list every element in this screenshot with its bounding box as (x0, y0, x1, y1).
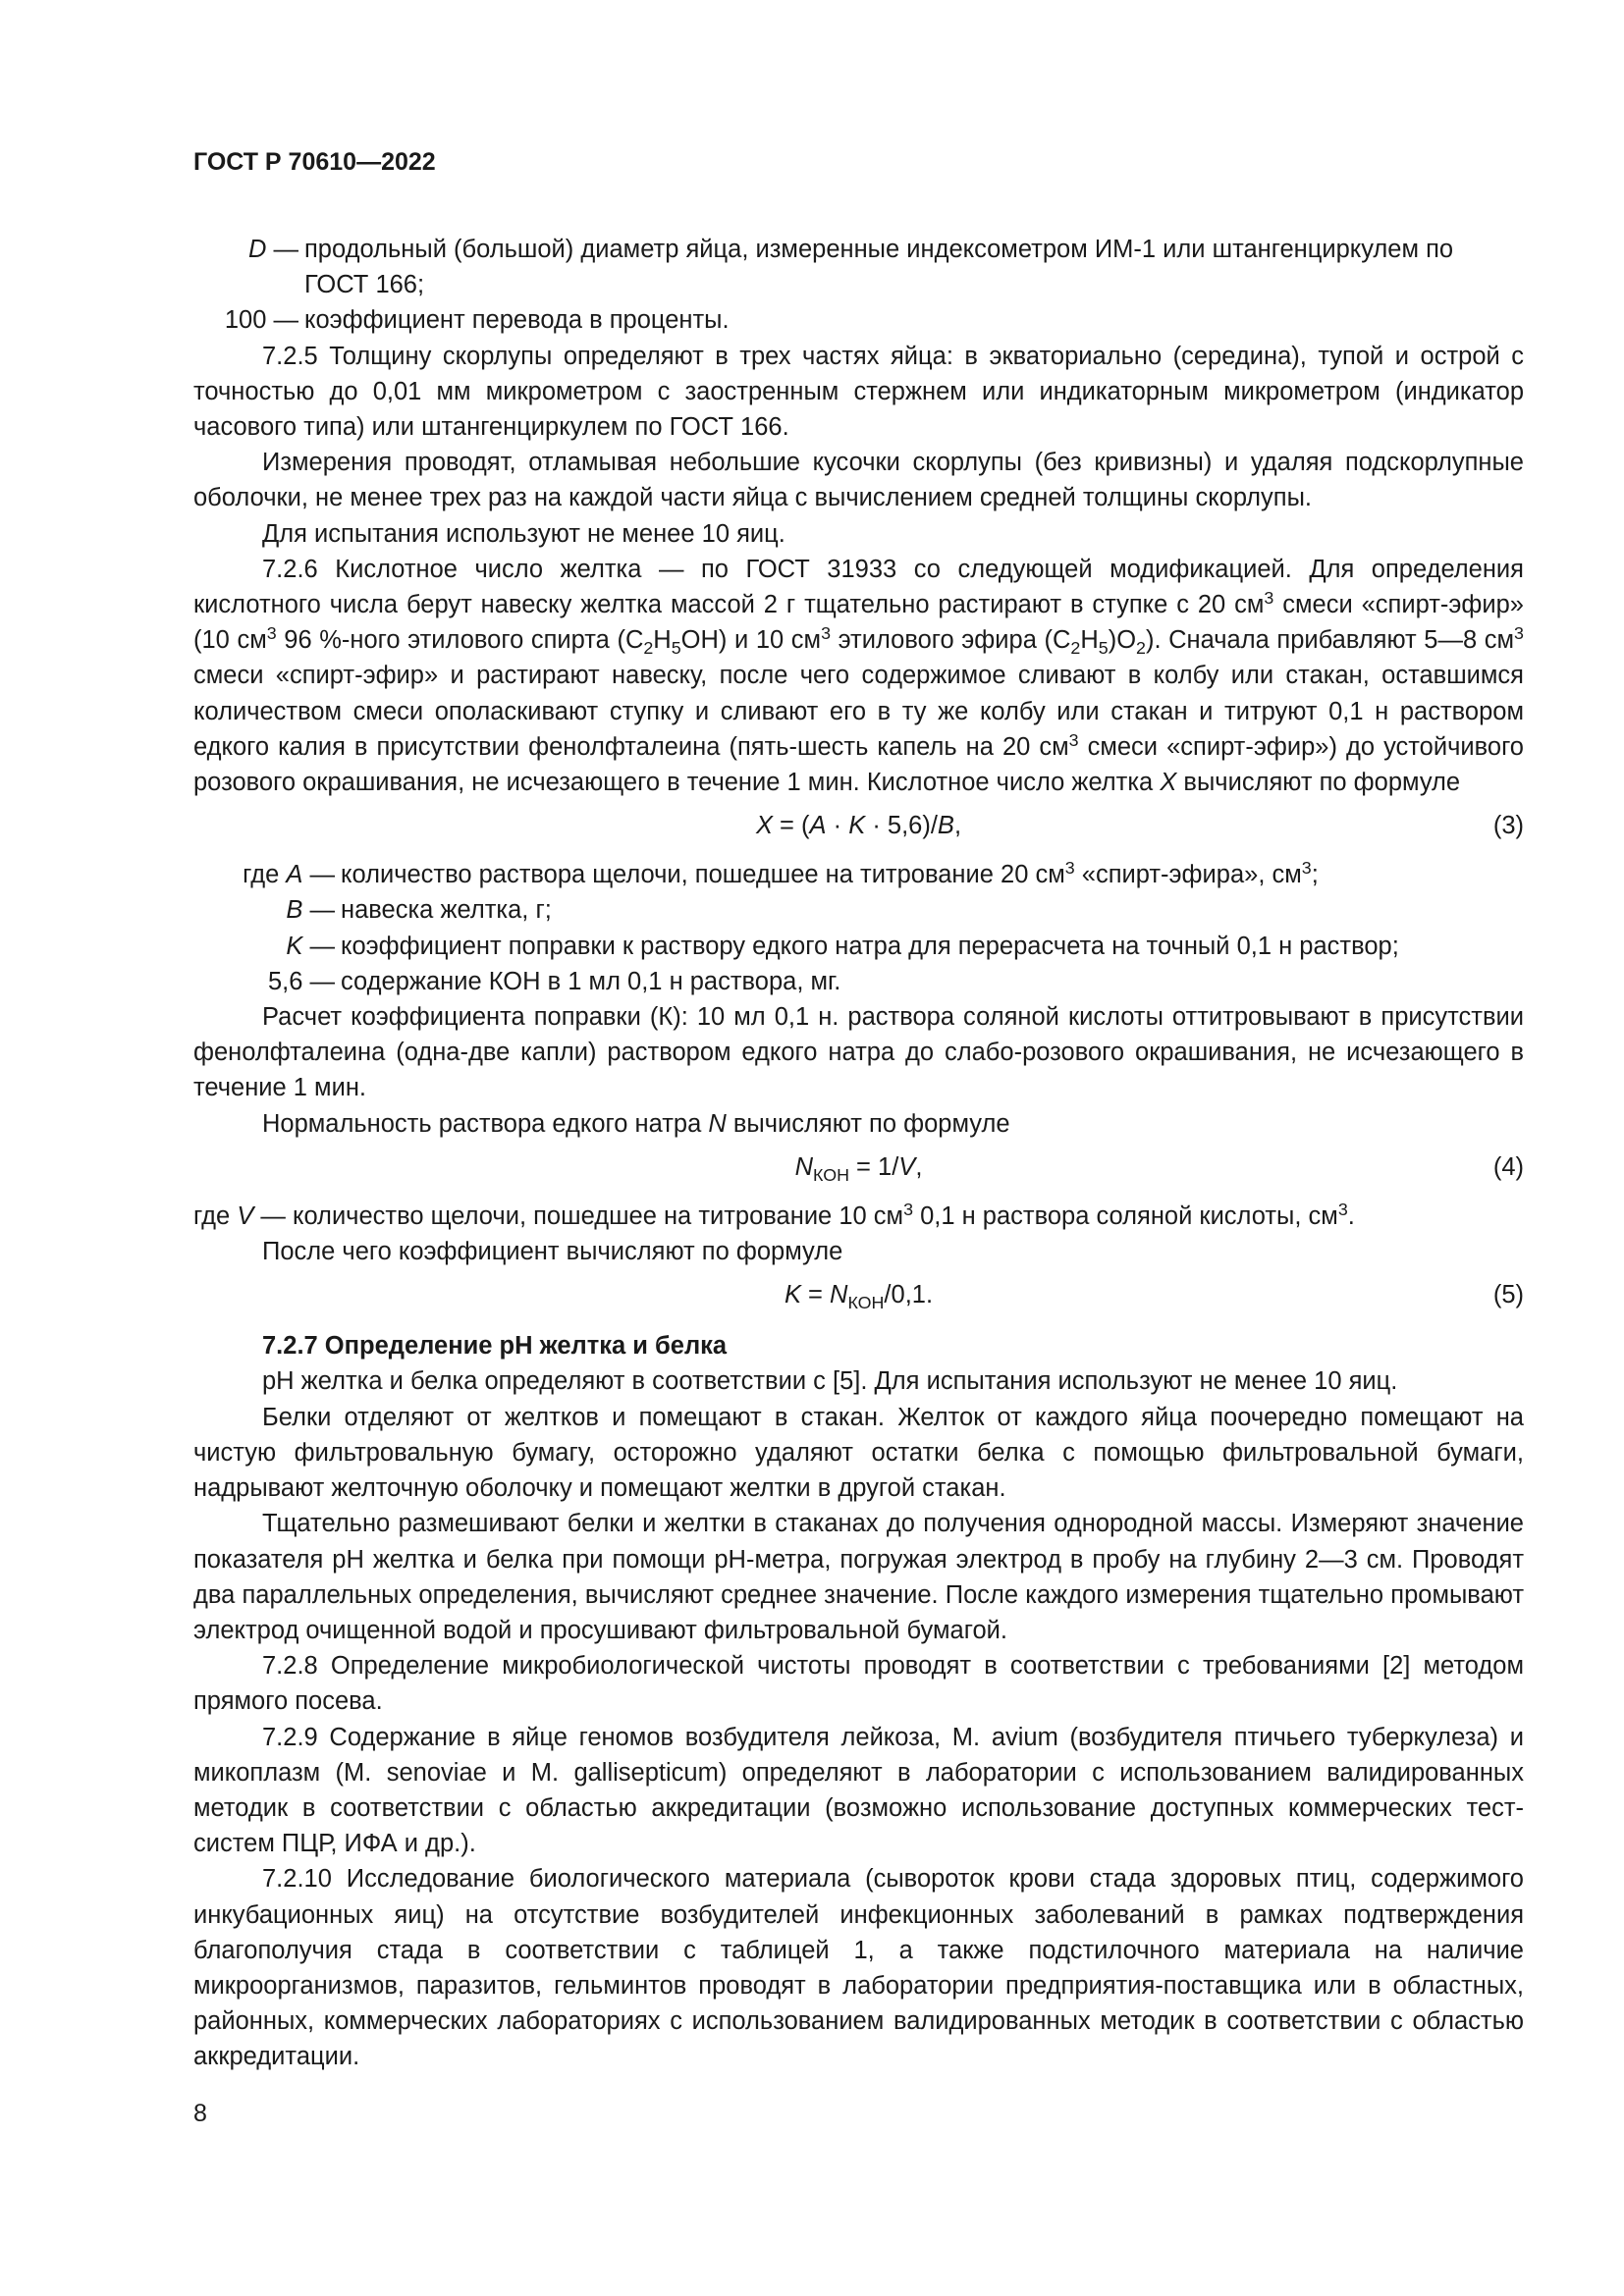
definition-text: коэффициент перевода в проценты. (304, 306, 730, 335)
definition-item (193, 232, 1524, 302)
definition-item (193, 302, 1524, 338)
formula-expression: $N_{КОН} = 1/V$, (794, 1152, 923, 1185)
definition-text: продольный (большой) диаметр яйца, измеренные индексометром ИМ-1 или штангенциркулем по ГОСТ 166; (304, 236, 1454, 299)
paragraph-7-2-8: 7.2.8 Определение микробиологической чистоты проводят в соответствии с требованиями [2] методом прямого посева. (193, 1652, 1524, 1716)
formula-number: (3) (1492, 812, 1524, 840)
formula-number: (5) (1492, 1281, 1524, 1309)
formula-expression: X = (A · K · 5,6)/B, (755, 812, 962, 840)
document-body (193, 232, 1524, 2075)
formula-4 (193, 1149, 1524, 1189)
formula-expression: $K = N_{КОН}/0,1$. (784, 1281, 934, 1313)
definition-key: D — (247, 236, 298, 263)
formula-3 (193, 808, 1524, 847)
paragraph: Расчет коэффициента поправки (К): 10 мл 0,1 н. раствора соляной кислоты оттитровывают в присутствии фенолфталеина (одна-две капли) раствором едкого натра до слабо-розового окрашивания, не исчезающего в течение 1 мин. (193, 1003, 1524, 1102)
definition-text: коэффициент поправки к раствору едкого натра для перерасчета на точный 0,1 н раствор; (341, 932, 1399, 960)
paragraph-7-2-10: 7.2.10 Исследование биологического материала (сывороток крови стада здоровых птиц, содержимого инкубационных яиц) на отсутствие возбудителей инфекционных заболеваний в рамках подтверждения благополучия стада в соответствии с таблицей 1, а также подстилочного материала на наличие микроорганизмов, паразитов, гельминтов проводят в лаборатории предприятия-поставщика или в областных, районных, коммерческих лабораториях с использованием валидированных методик в соответствии с областью аккредитации. (193, 1865, 1524, 2071)
paragraph: Измерения проводят, отламывая небольшие кусочки скорлупы (без кривизны) и удаляя подскорлупные оболочки, не менее трех раз на каждой части яйца с вычислением средней толщины скорлупы. (193, 449, 1524, 512)
page-number: 8 (193, 2100, 207, 2127)
definition-key: 5,6 — (267, 967, 335, 995)
definition-text: навеска желтка, г; (341, 896, 552, 925)
paragraph-7-2-6: 7.2.6 Кислотное число желтка — по ГОСТ 31933 со следующей модификацией. Для определения кислотного числа берут навеску желтка массой 2 г тщательно растирают в ступке с 20 $см^3$ смеси «спирт-эфир» (10 $см^3$ 96 %-ного этилового спирта $(C_2H_5OH)$ и 10 $см^3$ этилового эфира $(C_2H_5)O_2$). Сначала прибавляют 5—8 $см^3$ смеси «спирт-эфир» и растирают навеску, после чего содержимое сливают в колбу или стакан, оставшимся количеством смеси ополаскивают ступку и сливают его в ту же колбу или стакан и титруют 0,1 н раствором едкого калия в присутствии фенолфталеина (пять-шесть капель на 20 $см^3$ смеси «спирт-эфир») до устойчивого розового окрашивания, не исчезающего в течение 1 мин. Кислотное число желтка X вычисляют по формуле (193, 555, 1524, 797)
definition-key: K — (286, 932, 335, 960)
paragraph: После чего коэффициент вычисляют по формуле (262, 1238, 843, 1266)
definition-key: B — (286, 896, 335, 925)
paragraph: рН желтка и белка определяют в соответствии с [5]. Для испытания используют не менее 10 яиц. (262, 1367, 1398, 1396)
paragraph-7-2-9: 7.2.9 Содержание в яйце геномов возбудителя лейкоза, M. avium (возбудителя птичьего туберкулеза) и микоплазм (M. senoviae и M. gallisepticum) определяют в лаборатории с использованием валидированных методик в соответствии с областью аккредитации (возможно использование доступных коммерческих тест-систем ПЦР, ИФА и др.). (193, 1723, 1524, 1858)
document-header: ГОСТ Р 70610—2022 (193, 148, 436, 176)
paragraph-7-2-5: 7.2.5 Толщину скорлупы определяют в трех частях яйца: в экваториально (середина), тупой и острой с точностью до 0,01 мм микрометром с заостренным стержнем или индикаторным микрометром (индикатор часового типа) или штангенциркулем по ГОСТ 166. (193, 342, 1524, 442)
paragraph: Белки отделяют от желтков и помещают в стакан. Желток от каждого яйца поочередно помещают на чистую фильтровальную бумагу, осторожно удаляют остатки белка с помощью фильтровальной бумаги, надрывают желточную оболочку и помещают желтки в другой стакан. (193, 1403, 1524, 1503)
section-heading-7-2-7: 7.2.7 Определение рН желтка и белка (262, 1332, 728, 1361)
definition-text: количество раствора щелочи, пошедшее на титрование 20 $см^3$ «спирт-эфира», $см^3$; (341, 858, 1319, 889)
formula-number: (4) (1492, 1152, 1524, 1181)
definition-text: содержание КОН в 1 мл 0,1 н раствора, мг. (341, 967, 841, 995)
definition-item (193, 857, 1524, 892)
definition-key: 100 — (224, 306, 298, 335)
paragraph: Нормальность раствора едкого натра N вычисляют по формуле (262, 1109, 1010, 1138)
definition-item (193, 929, 1524, 964)
definition-key: где A — (243, 861, 335, 889)
definition-item (193, 964, 1524, 999)
formula-5 (193, 1277, 1524, 1316)
paragraph: Тщательно размешивают белки и желтки в стаканах до получения однородной массы. Измеряют значение показателя рН желтка и белка при помощи рН-метра, погружая электрод в пробу на глубину 2—3 см. Проводят два параллельных определения, вычисляют среднее значение. После каждого измерения тщательно промывают электрод очищенной водой и просушивают фильтровальной бумагой. (193, 1510, 1524, 1644)
definition-item: где V — количество щелочи, пошедшее на титрование 10 $см^3$ 0,1 н раствора соляной кислоты, $см^3$. (193, 1199, 1355, 1230)
definition-item (193, 892, 1524, 928)
paragraph: Для испытания используют не менее 10 яиц. (262, 519, 785, 548)
